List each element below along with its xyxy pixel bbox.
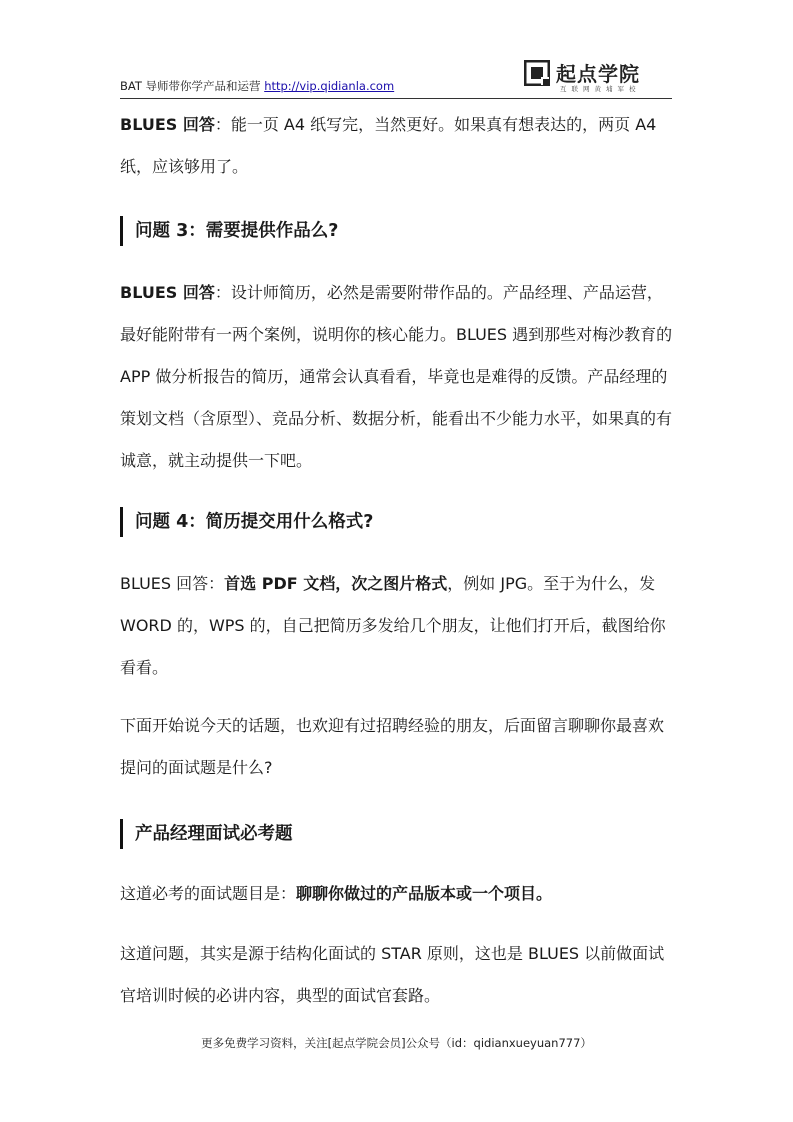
paragraph: 这道问题，其实是源于结构化面试的 STAR 原则，这也是 BLUES 以前做面试官培训时候的必讲内容，典型的面试官套路。 [120,944,665,1005]
document-body [120,104,676,1017]
section-heading: 产品经理面试必考题 [120,819,676,849]
section-heading: 问题 3：需要提供作品么? [120,216,676,246]
logo-title: 起点学院 [556,62,640,86]
paragraph: 下面开始说今天的话题，也欢迎有过招聘经验的朋友，后面留言聊聊你最喜欢提问的面试题是什么? [120,716,665,777]
paragraph-text: BLUES 回答： [120,574,225,593]
header-text [120,78,394,94]
paragraph [120,563,676,689]
page-footer: 更多免费学习资料，关注[起点学院会员]公众号（id：qidianxueyuan777） [201,1036,592,1050]
paragraph-text: ：能一页 A4 纸写完，当然更好。如果真有想表达的，两页 A4 纸，应该够用了。 [120,115,657,176]
header-prefix: BAT 导师带你学产品和运营 [120,79,265,93]
paragraph-text: ：设计师简历，必然是需要附带作品的。产品经理、产品运营，最好能附带有一两个案例，说明你的核心能力。BLUES 遇到那些对梅沙教育的 APP 做分析报告的简历，通常会认真看看，毕竟也是难得的反馈。产品经理的策划文档（含原型）、竞品分析、数据分析，能看出不少能力水平，如果真的有诚意，就主动提供一下吧。 [120,283,673,470]
page-header [120,56,672,99]
emphasis: 聊聊你做过的产品版本或一个项目。 [296,884,553,903]
logo [522,58,672,94]
paragraph-text: 这道必考的面试题目是： [120,884,297,903]
paragraph-text: ，例如 JPG。至于为什么，发 WORD 的，WPS 的，自己把简历多发给几个朋友，让他们打开后，截图给你看看。 [120,574,666,677]
paragraph [120,272,676,482]
emphasis: 首选 PDF 文档，次之图片格式 [224,574,448,593]
logo-mark-icon [524,60,550,86]
answer-lead: BLUES 回答 [120,283,215,302]
paragraph [120,104,676,188]
section-heading: 问题 4：简历提交用什么格式? [120,507,676,537]
paragraph [120,873,676,915]
header-link[interactable]: http://vip.qidianla.com [264,79,395,93]
logo-subtitle: 互联网黄埔军校 [560,85,641,93]
answer-lead: BLUES 回答 [120,115,215,134]
